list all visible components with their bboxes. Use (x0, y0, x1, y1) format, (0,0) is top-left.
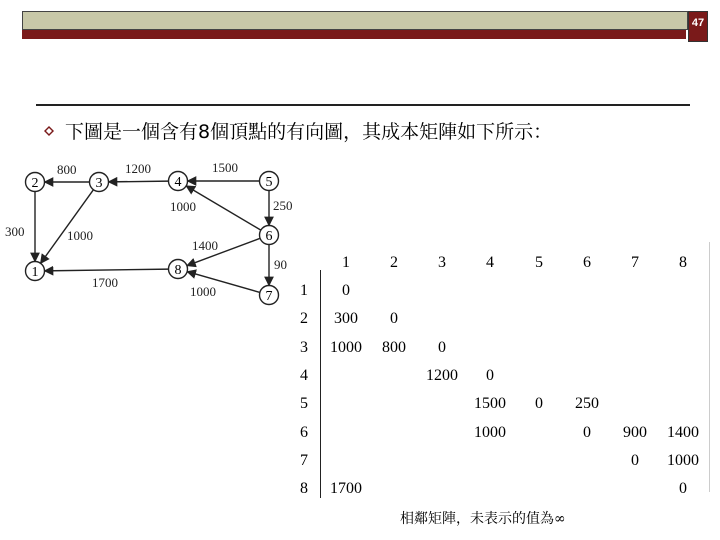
edge-3-1 (41, 190, 94, 264)
matrix-cell: 1700 (330, 480, 362, 498)
edge-cost-label: 1000 (67, 228, 93, 243)
matrix-cell: 1400 (667, 423, 699, 441)
matrix-cell: 1000 (330, 338, 362, 356)
matrix-col-header: 1 (342, 254, 350, 271)
edge-cost-label: 1700 (92, 275, 118, 290)
edge-cost-label: 1500 (212, 160, 238, 175)
graph-node-label: 3 (95, 176, 103, 191)
edge-cost-label: 1200 (125, 161, 151, 176)
graph-node-label: 4 (174, 175, 182, 190)
matrix-cell: 0 (486, 366, 494, 384)
matrix-cell: 1200 (426, 366, 458, 384)
matrix-cell: 1000 (474, 423, 506, 441)
edge-cost-label: 1000 (190, 284, 216, 299)
graph-node-label: 8 (174, 263, 182, 278)
bullet-text: 下圖是一個含有8個頂點的有向圖，其成本矩陣如下所示： (65, 121, 553, 143)
diamond-bullet-icon (44, 126, 54, 136)
matrix-row-header: 2 (300, 310, 308, 328)
edge-cost-label: 250 (273, 198, 293, 213)
graph-node-label: 1 (31, 265, 39, 280)
edge-4-3 (108, 181, 168, 182)
matrix-cell: 250 (575, 395, 599, 413)
matrix-caption: 相鄰矩陣，未表示的值為∞ (400, 511, 566, 527)
divider (36, 104, 690, 106)
edge-cost-label: 300 (5, 224, 25, 239)
matrix-cell: 0 (631, 451, 639, 469)
graph-node-label: 7 (265, 289, 273, 304)
matrix-cell: 0 (438, 338, 446, 356)
directed-graph (0, 160, 310, 310)
matrix-row-header: 7 (300, 451, 308, 469)
header-stripe (22, 30, 686, 39)
edge-6-4 (186, 186, 261, 230)
matrix-left-rule (320, 270, 321, 498)
matrix-col-header: 4 (486, 254, 494, 271)
graph-node-label: 6 (265, 229, 273, 244)
matrix-cell: 0 (342, 282, 350, 299)
cost-matrix (284, 250, 714, 500)
matrix-cell: 1500 (474, 395, 506, 413)
matrix-row-header: 3 (300, 338, 308, 356)
page-number: 47 (688, 11, 708, 42)
matrix-col-header: 8 (679, 254, 687, 271)
matrix-row-header: 1 (300, 282, 308, 299)
edge-8-1 (44, 269, 168, 271)
matrix-col-header: 7 (631, 254, 639, 271)
matrix-cell: 300 (334, 310, 358, 328)
matrix-col-header: 3 (438, 254, 446, 271)
matrix-row-header: 4 (300, 366, 308, 384)
matrix-cell: 800 (382, 338, 406, 356)
edge-cost-label: 1400 (192, 238, 218, 253)
matrix-cell: 900 (623, 423, 647, 441)
matrix-col-header: 6 (583, 254, 591, 271)
graph-node-label: 2 (31, 176, 39, 191)
edge-cost-label: 1000 (170, 199, 196, 214)
matrix-cell: 0 (390, 310, 398, 328)
edge-cost-label: 90 (274, 257, 287, 272)
matrix-cell: 0 (535, 395, 543, 413)
matrix-row-header: 6 (300, 423, 308, 441)
matrix-col-header: 2 (390, 254, 398, 271)
matrix-right-rule (709, 242, 710, 492)
edge-cost-label: 800 (57, 162, 77, 177)
graph-node-label: 5 (265, 175, 273, 190)
matrix-cell: 1000 (667, 451, 699, 469)
matrix-row-header: 8 (300, 480, 308, 498)
matrix-col-header: 5 (535, 254, 543, 271)
matrix-row-header: 5 (300, 395, 308, 413)
header-bar (22, 11, 688, 30)
matrix-cell: 0 (583, 423, 591, 441)
matrix-cell: 0 (679, 480, 687, 498)
